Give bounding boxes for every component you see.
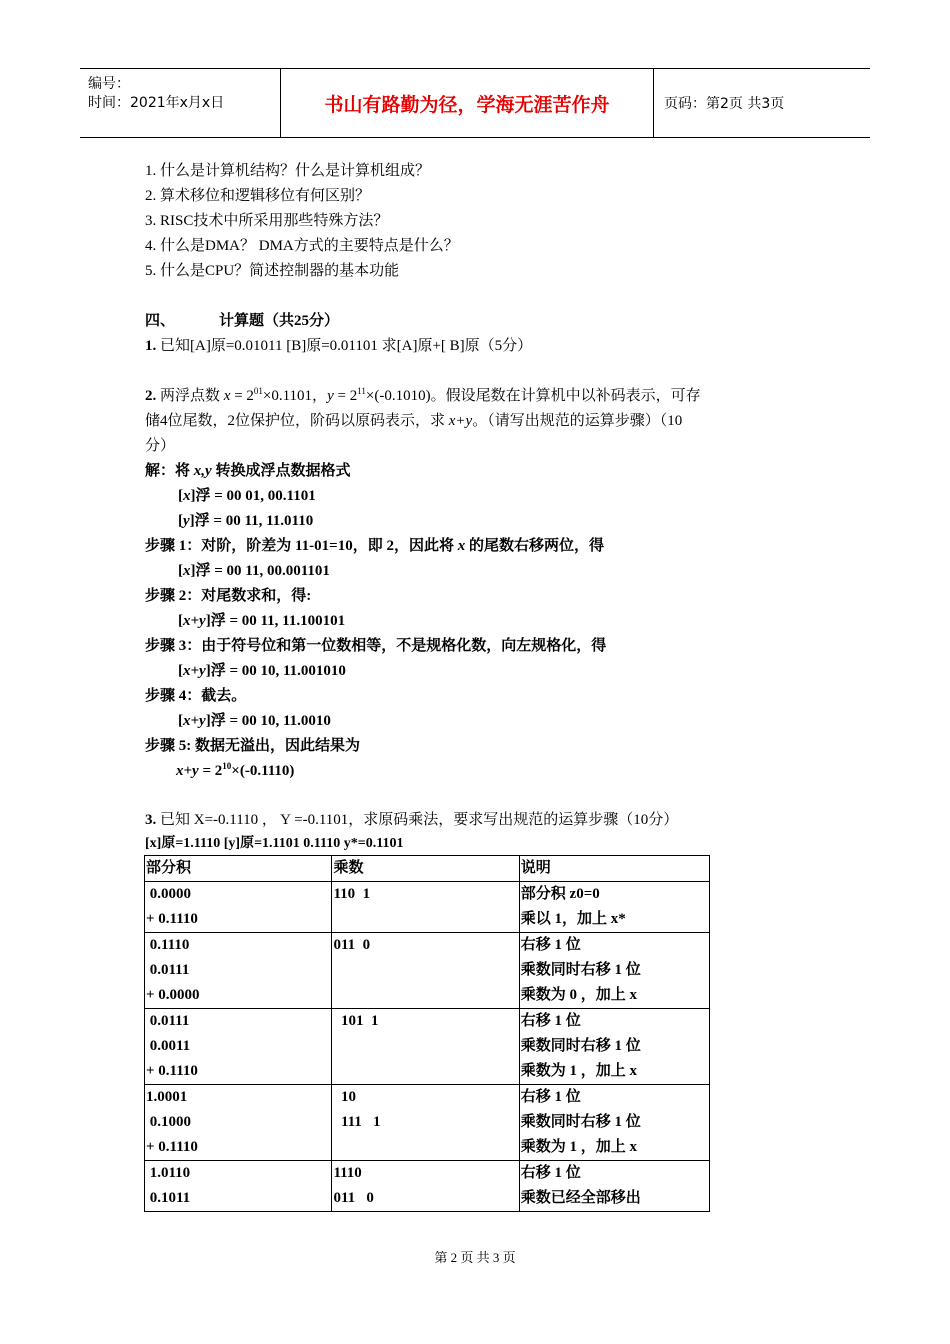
- cell-line: 右移 1 位: [520, 1089, 581, 1105]
- var-x: x: [183, 488, 191, 504]
- cell-line: 0.0011: [146, 1038, 191, 1054]
- sum-1: [178, 611, 345, 631]
- sum3-value: ]浮 = 00 10, 11.0010: [205, 713, 331, 729]
- var-y: y: [327, 388, 334, 404]
- cell-line: 1.0001: [146, 1089, 188, 1105]
- q2-line2-b: x+y: [448, 413, 473, 429]
- note-cell: [519, 933, 709, 1009]
- number-label: 编号：: [88, 76, 130, 92]
- partial-cell: [145, 1009, 332, 1085]
- cell-line: 011 0: [333, 937, 371, 953]
- table-row: [145, 882, 710, 933]
- partial-cell: [145, 1161, 332, 1212]
- cell-line: 0.0111: [146, 962, 190, 978]
- sum-2: [178, 661, 346, 681]
- cell-line: 011 0: [333, 1190, 374, 1206]
- multiplier-cell: [332, 933, 519, 1009]
- q2-exp2: 11: [357, 386, 366, 396]
- cell-line: 0.0000: [146, 886, 191, 902]
- cell-line: 111 1: [333, 1114, 381, 1130]
- q1-text: 已知[A]原=0.01011 [B]原=0.01101 求[A]原+[ B]原（5分）: [156, 338, 533, 354]
- var-y: y: [183, 513, 190, 529]
- sol-vars: x,y: [193, 463, 212, 479]
- var-x: x: [457, 538, 466, 554]
- cell-line: + 0.1110: [146, 1063, 198, 1079]
- header-multiplier: [332, 856, 519, 882]
- q2-eq1: = 2: [230, 388, 254, 404]
- table-row: [145, 1009, 710, 1085]
- step-1: [145, 536, 604, 556]
- q2-m1: ×0.1101，: [262, 388, 328, 404]
- result: [176, 761, 294, 781]
- calc-question-1: [145, 336, 532, 356]
- note-cell: [519, 1085, 709, 1161]
- br: [: [178, 563, 183, 579]
- table-header-row: [145, 856, 710, 882]
- step-5: 步骤 5: 数据无溢出，因此结果为: [145, 738, 360, 754]
- q2-exp1: 01: [253, 386, 263, 396]
- section-title: 计算题（共25分）: [219, 313, 340, 329]
- q2-m2: ×(-0.1010)。假设尾数在计算机中以补码表示，可存: [365, 388, 701, 404]
- solution-intro: [145, 461, 350, 481]
- multiplier-cell: [332, 1161, 519, 1212]
- br: [: [178, 663, 183, 679]
- br: [: [178, 613, 183, 629]
- table-row: [145, 933, 710, 1009]
- note-cell: [519, 1161, 709, 1212]
- header-cell: 部分积: [146, 860, 192, 876]
- section-number: 四、: [145, 313, 176, 329]
- q2-eq2: = 2: [333, 388, 358, 404]
- partial-cell: [145, 1085, 332, 1161]
- var-xy: x+y: [176, 763, 199, 779]
- cell-line: 乘数同时右移 1 位: [520, 1114, 641, 1130]
- step1-a: 步骤 1：对阶，阶差为 11-01=10，即 2，因此将: [145, 538, 458, 554]
- cell-line: 0.1110: [146, 937, 190, 953]
- x-float-aligned: [178, 561, 330, 581]
- cell-line: 1.0110: [146, 1165, 191, 1181]
- sol-c: 转换成浮点数据格式: [211, 463, 351, 479]
- cell-line: 乘以 1，加上 x*: [520, 911, 626, 927]
- question-2: 2. 算术移位和逻辑移位有何区别？: [145, 188, 371, 204]
- cell-line: 右移 1 位: [520, 937, 581, 953]
- cell-line: 右移 1 位: [520, 1165, 581, 1181]
- var-xy: x+y: [183, 663, 206, 679]
- q2-line2-c: 。（请写出规范的运算步骤）（10: [472, 413, 683, 429]
- cell-line: 0.0111: [146, 1013, 190, 1029]
- res-exp: 10: [222, 761, 232, 771]
- cell-line: 右移 1 位: [520, 1013, 581, 1029]
- motto: 书山有路勤为径，学海无涯苦作舟: [281, 69, 654, 137]
- y-float: [178, 511, 313, 531]
- cell-line: 0.1000: [146, 1114, 191, 1130]
- multiplier-cell: [332, 882, 519, 933]
- q3-subline: [x]原=1.1110 [y]原=1.1101 0.1110 y*=0.1101: [145, 836, 404, 851]
- header-info-cell: [80, 69, 281, 137]
- res-eq: = 2: [198, 763, 223, 779]
- x-float: [178, 486, 316, 506]
- cell-line: 110 1: [333, 886, 371, 902]
- y-float-value: ]浮 = 00 11, 11.0110: [189, 513, 314, 529]
- var-x: x: [183, 563, 191, 579]
- partial-cell: [145, 882, 332, 933]
- cell-line: 乘数同时右移 1 位: [520, 962, 641, 978]
- page-footer: 第 2 页 共 3 页: [434, 1250, 516, 1265]
- section-heading: [145, 311, 339, 331]
- q3-number: 3.: [145, 812, 157, 828]
- calc-question-2-line3: 分）: [145, 438, 176, 454]
- table-row: [145, 1161, 710, 1212]
- br: [: [178, 513, 183, 529]
- note-cell: [519, 882, 709, 933]
- calc-question-3: [145, 810, 678, 830]
- multiplication-table: [144, 855, 710, 1212]
- question-4: 4. 什么是DMA？ DMA方式的主要特点是什么？: [145, 238, 459, 254]
- header-partial: [145, 856, 332, 882]
- sum2-value: ]浮 = 00 10, 11.001010: [205, 663, 346, 679]
- cell-line: 乘数同时右移 1 位: [520, 1038, 641, 1054]
- multiplier-cell: [332, 1085, 519, 1161]
- question-3: 3. RISC技术中所采用那些特殊方法？: [145, 213, 389, 229]
- calc-question-2-line2: [145, 411, 682, 431]
- x-float-value: ]浮 = 00 01, 00.1101: [190, 488, 316, 504]
- q2-number: 2.: [145, 388, 157, 404]
- note-cell: [519, 1009, 709, 1085]
- cell-line: 乘数已经全部移出: [520, 1190, 641, 1206]
- question-5: 5. 什么是CPU？简述控制器的基本功能: [145, 263, 400, 279]
- cell-line: 1110: [333, 1165, 362, 1181]
- time-label: 时间：2021年x月x日: [88, 95, 225, 111]
- cell-line: + 0.1110: [146, 911, 198, 927]
- sol-a: 解：将: [145, 463, 194, 479]
- calc-question-2-line1: [145, 386, 701, 406]
- var-x: x: [223, 388, 231, 404]
- cell-line: 乘数为 0 ，加上 x: [520, 987, 638, 1003]
- header-note: [519, 856, 709, 882]
- step-3: 步骤 3：由于符号位和第一位数相等，不是规格化数，向左规格化，得: [145, 638, 607, 654]
- page-indicator: 页码：第2页 共3页: [664, 96, 785, 112]
- cell-line: 0.1011: [146, 1190, 191, 1206]
- sum-3: [178, 711, 331, 731]
- cell-line: 部分积 z0=0: [520, 886, 600, 902]
- cell-line: 乘数为 1 ，加上 x: [520, 1139, 638, 1155]
- page-header: [80, 68, 870, 138]
- x-float-aligned-value: ]浮 = 00 11, 00.001101: [190, 563, 330, 579]
- q2-line2-a: 储4位尾数，2位保护位，阶码以原码表示，求: [145, 413, 449, 429]
- var-xy: x+y: [183, 713, 206, 729]
- br: [: [178, 713, 183, 729]
- header-cell: 说明: [520, 860, 551, 876]
- res-m: ×(-0.1110): [231, 763, 295, 779]
- cell-line: 101 1: [333, 1013, 379, 1029]
- partial-cell: [145, 933, 332, 1009]
- cell-line: 乘数为 1 ，加上 x: [520, 1063, 638, 1079]
- step1-b: 的尾数右移两位，得: [465, 538, 604, 554]
- table-row: [145, 1085, 710, 1161]
- sum1-value: ]浮 = 00 11, 11.100101: [205, 613, 346, 629]
- br: [: [178, 488, 183, 504]
- q1-number: 1.: [145, 338, 157, 354]
- cell-line: 10: [333, 1089, 356, 1105]
- q2-text-a: 两浮点数: [156, 388, 224, 404]
- var-xy: x+y: [183, 613, 206, 629]
- question-1: 1. 什么是计算机结构？什么是计算机组成？: [145, 163, 431, 179]
- step-4: 步骤 4：截去。: [145, 688, 247, 704]
- multiplier-cell: [332, 1009, 519, 1085]
- cell-line: + 0.1110: [146, 1139, 198, 1155]
- cell-line: + 0.0000: [146, 987, 200, 1003]
- header-cell: 乘数: [333, 860, 364, 876]
- q3-text: 已知 X=-0.1110 ， Y =-0.1101，求原码乘法，要求写出规范的运算步骤（10分）: [156, 812, 679, 828]
- step-2: 步骤 2：对尾数求和，得:: [145, 588, 312, 604]
